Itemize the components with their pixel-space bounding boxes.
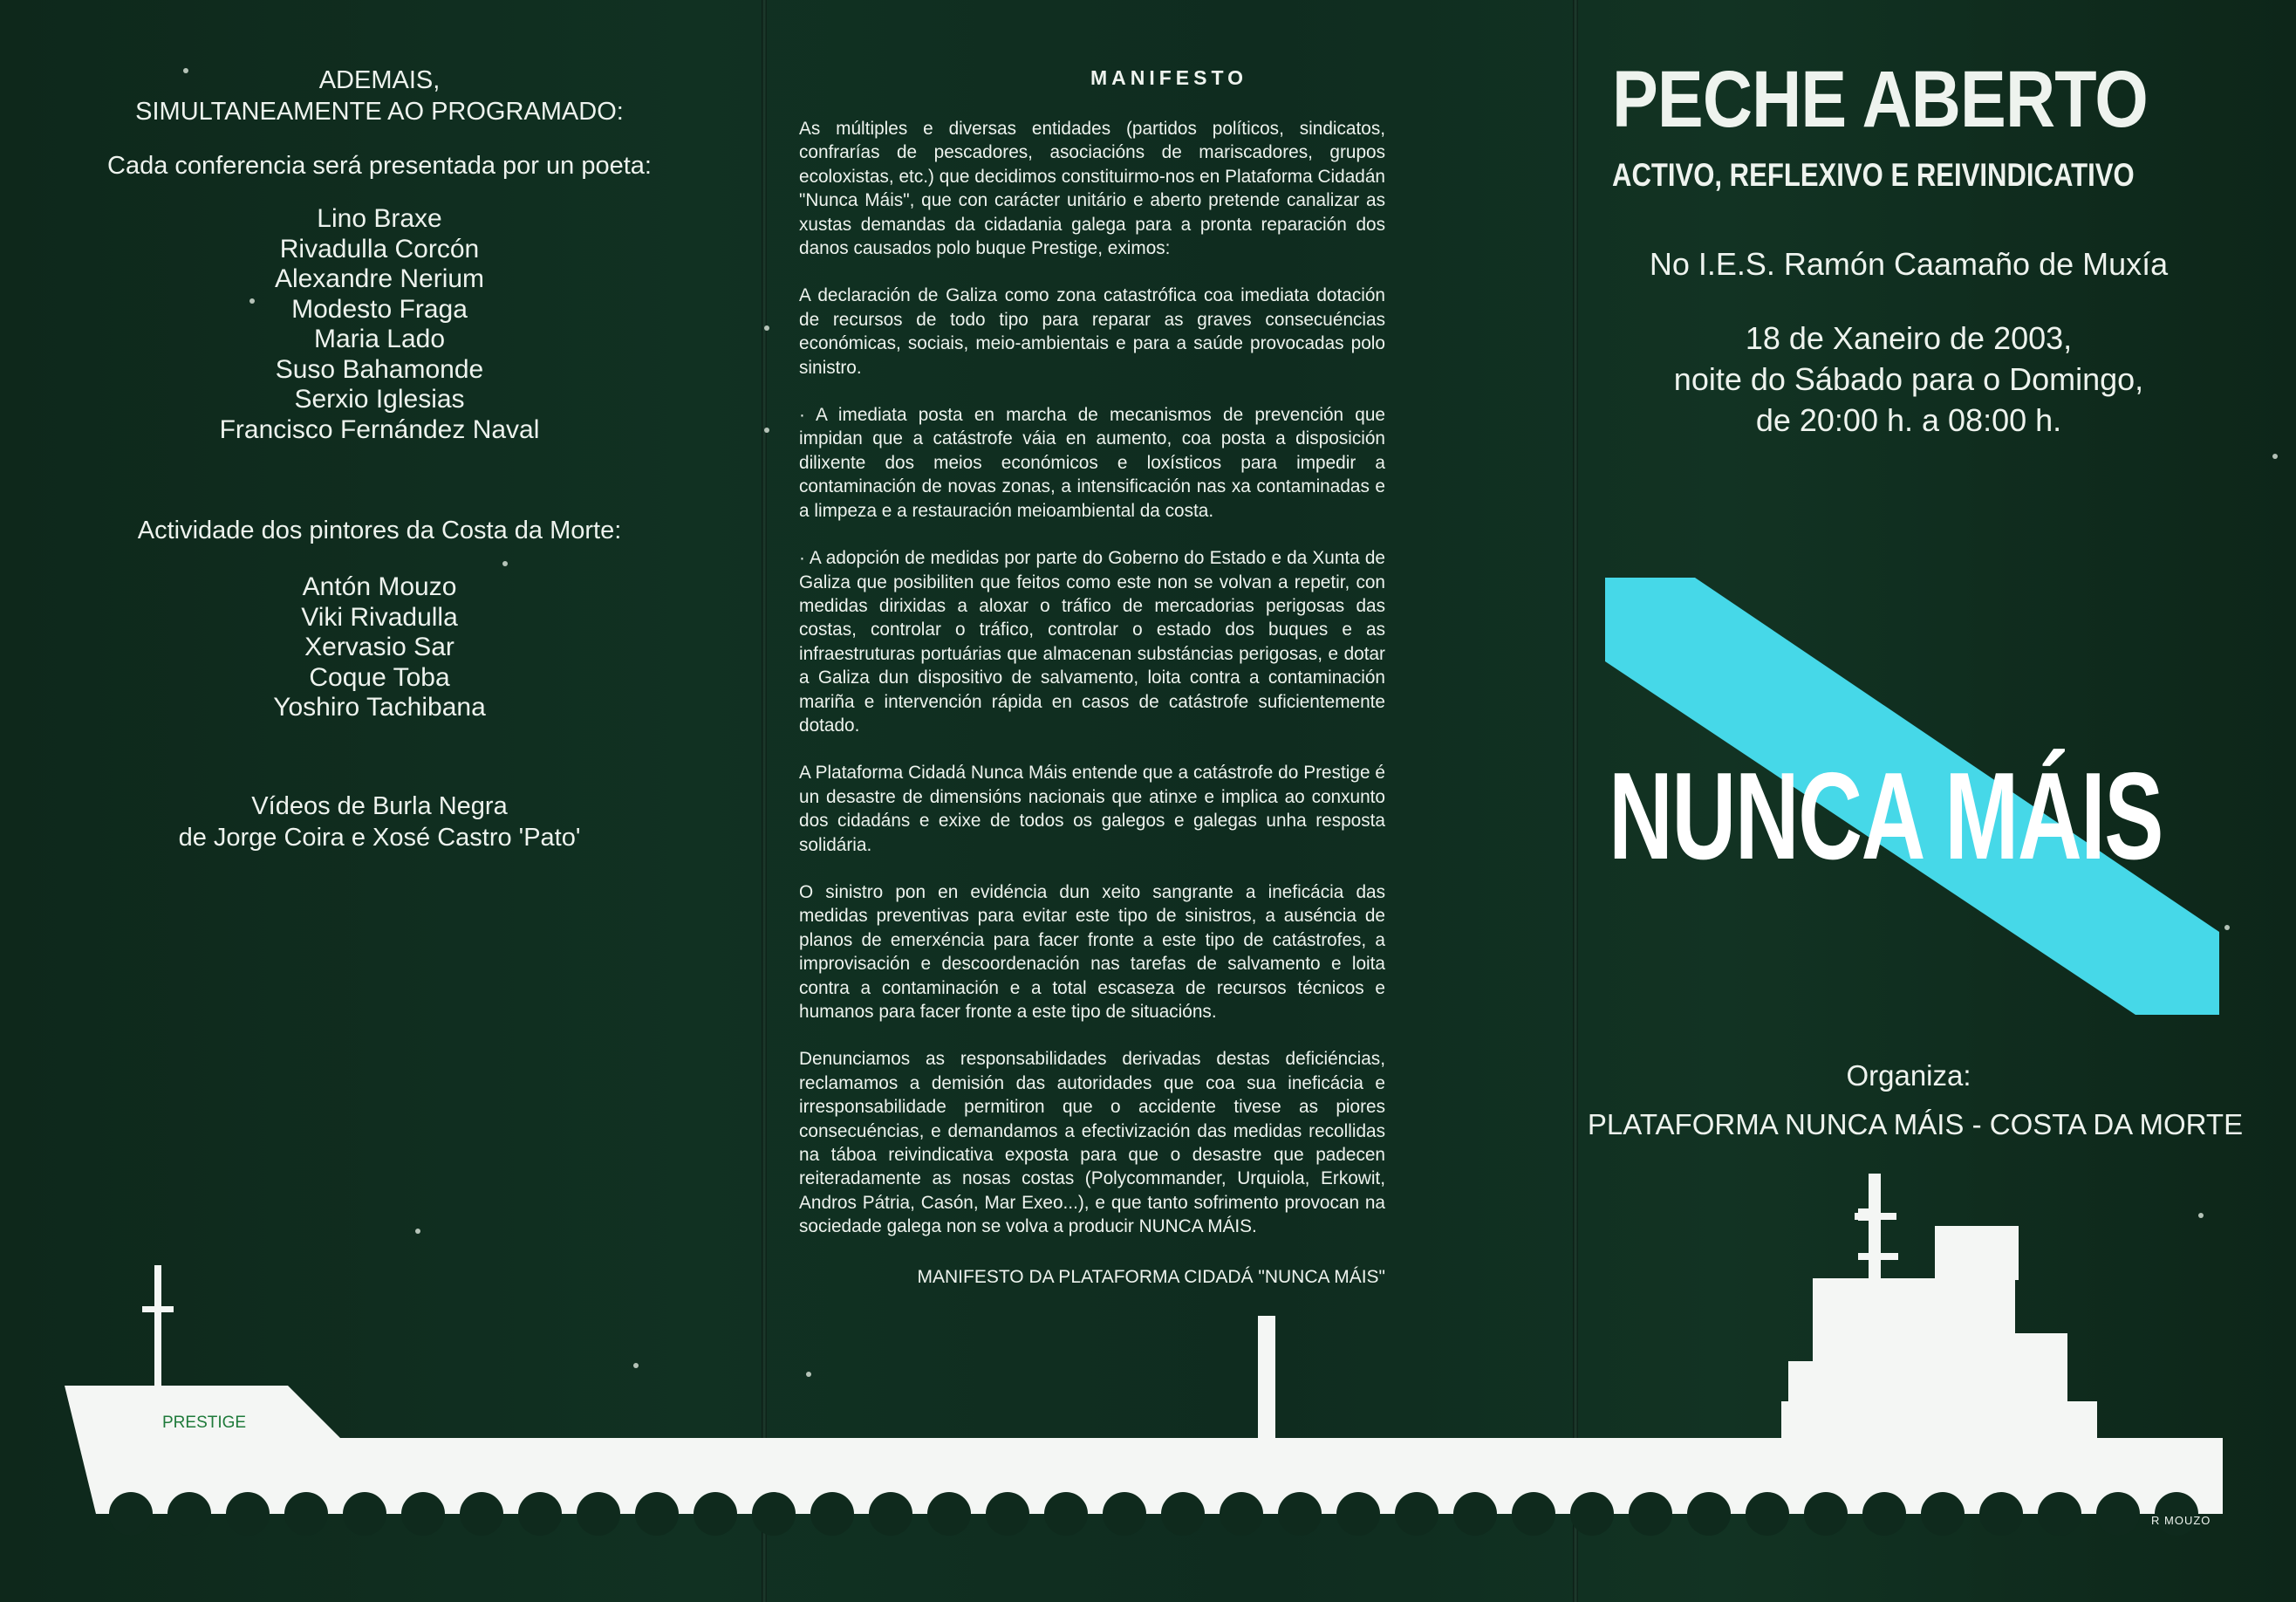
poet-name: Maria Lado (313, 325, 446, 353)
manifesto-paragraph: As múltiples e diversas entidades (partidos políticos, sindicatos, confrarías de pescadores, asociacións de mariscadores, grupos ecoloxistas, etc.) que decidimos constituirmo-nos en Plataforma Cidadán "Nunca Máis", que con carácter unitário e aberto pretende canalizar as xustas demandas da cidadania galega para a pronta reparación dos danos causados polo buque Prestige, eximos: (799, 119, 1385, 259)
nunca-mais-logo: NUNCA MÁIS (1609, 747, 2163, 886)
painters-title: Actividade dos pintores da Costa da Morte: (137, 517, 622, 544)
painter-name: Antón Mouzo (302, 572, 457, 601)
ship-silhouette (65, 1174, 2223, 1514)
poet-name: Serxio Iglesias (294, 385, 465, 414)
manifesto-signature: MANIFESTO DA PLATAFORMA CIDADÁ "NUNCA MÁIS" (917, 1267, 1385, 1287)
event-venue: No I.E.S. Ramón Caamaño de Muxía (1649, 246, 2169, 282)
painter-name: Xervasio Sar (304, 633, 454, 661)
poet-name: Modesto Fraga (291, 294, 468, 324)
painter-name: Viki Rivadulla (301, 602, 458, 632)
manifesto-paragraph: Denunciamos as responsabilidades derivadas destas deficiéncias, reclamamos a demisión das autoridades que coa sua ineficácia e irresponsabilidade permitiron que o accidente tivese as piores consecuéncias, e demandamos a efectivización das medidas recollidas na táboa reivindicativa exposta para que o desastre que padecen reiteradamente as nosas costas (Polycommander, Urquiola, Erkowit, Andros Pátria, Casón, Mar Exeo...), e que tanto sofrimento provocan na sociedade galega non se volva a producir NUNCA MÁIS. (799, 1049, 1385, 1237)
manifesto-paragraph: A Plataforma Cidadá Nunca Máis entende que a catástrofe do Prestige é un desastre de dimensións nacionais que atinxe e implica ao conxunto dos cidadáns e exixe de todos os galegos e galegas unha resposta solidária. (799, 763, 1385, 855)
poet-name: Francisco Fernández Naval (219, 414, 540, 444)
organizer-name: PLATAFORMA NUNCA MÁIS - COSTA DA MORTE (1587, 1108, 2244, 1140)
poet-name: Suso Bahamonde (275, 354, 484, 384)
painter-name: Coque Toba (309, 662, 450, 692)
date-line: 18 de Xaneiro de 2003, (1745, 320, 2073, 356)
artist-credit: R MOUZO (2151, 1514, 2211, 1527)
painter-name: Yoshiro Tachibana (273, 693, 486, 722)
manifesto-paragraph: · A imediata posta en marcha de mecanismos de prevención que impidan que a catástrofe váia en aumento, coa posta a disposición dilixente dos meios económicos e loxísticos para impedir a contaminación de novas zonas, a intensificación nas xa contaminadas e a limpeza e a restauración meioambiental da costa. (799, 405, 1385, 521)
date-line: de 20:00 h. a 08:00 h. (1755, 402, 2062, 438)
manifesto-paragraph: A declaración de Galiza como zona catastrófica coa imediata dotación de recursos de todo tipo para reparar as graves consecuéncias económicas, sociais, meio-ambientais e para a saúde provocadas polo sinistro. (799, 285, 1385, 378)
poet-name: Lino Braxe (317, 204, 442, 233)
poet-name: Alexandre Nerium (274, 264, 485, 293)
heading-line: SIMULTANEAMENTE AO PROGRAMADO: (135, 98, 624, 126)
manifesto-paragraph: O sinistro pon en evidéncia dun xeito sangrante a ineficácia das medidas preventivas para evitar este tipo de sinistros, a auséncia de planos de emerxéncia para facer fronte a este tipo de catástrofes, a improvisación e descoordenación nas tarefas de salvamento e loita contra a contaminación e a total escaseza de recursos técnicos e humanos para facer fronte a este tipo de situacións. (799, 881, 1385, 1022)
organiza-label: Organiza: (1846, 1059, 1971, 1092)
manifesto-title: MANIFESTO (1090, 66, 1248, 89)
heading-line: ADEMAIS, (318, 66, 441, 94)
videos-line: de Jorge Coira e Xosé Castro 'Pato' (178, 824, 581, 852)
manifesto-paragraph: · A adopción de medidas por parte do Goberno do Estado e da Xunta de Galiza que posibiliten que feitos como este non se volvan a repetir, con medidas dirixidas a aloxar o tráfico de mercadorias perigosas das costas, controlar o tráfico, controlar o estado dos buques e as infraestruturas portuárias que almacenan substáncias perigosas, e dotar a Galiza dun dispositivo de salvamento, loita contra a contaminación mariña e intervención rápida en casos de catástrofe suficientemente dotado. (799, 548, 1385, 736)
poet-name: Rivadulla Corcón (279, 234, 480, 264)
poets-intro: Cada conferencia será presentada por un poeta: (107, 152, 652, 180)
ship-name-label: PRESTIGE (162, 1414, 247, 1432)
event-subtitle: ACTIVO, REFLEXIVO E REIVINDICATIVO (1612, 157, 2135, 193)
event-title: PECHE ABERTO (1612, 55, 2148, 144)
videos-line: Vídeos de Burla Negra (251, 792, 508, 820)
date-line: noite do Sábado para o Domingo, (1673, 361, 2144, 397)
